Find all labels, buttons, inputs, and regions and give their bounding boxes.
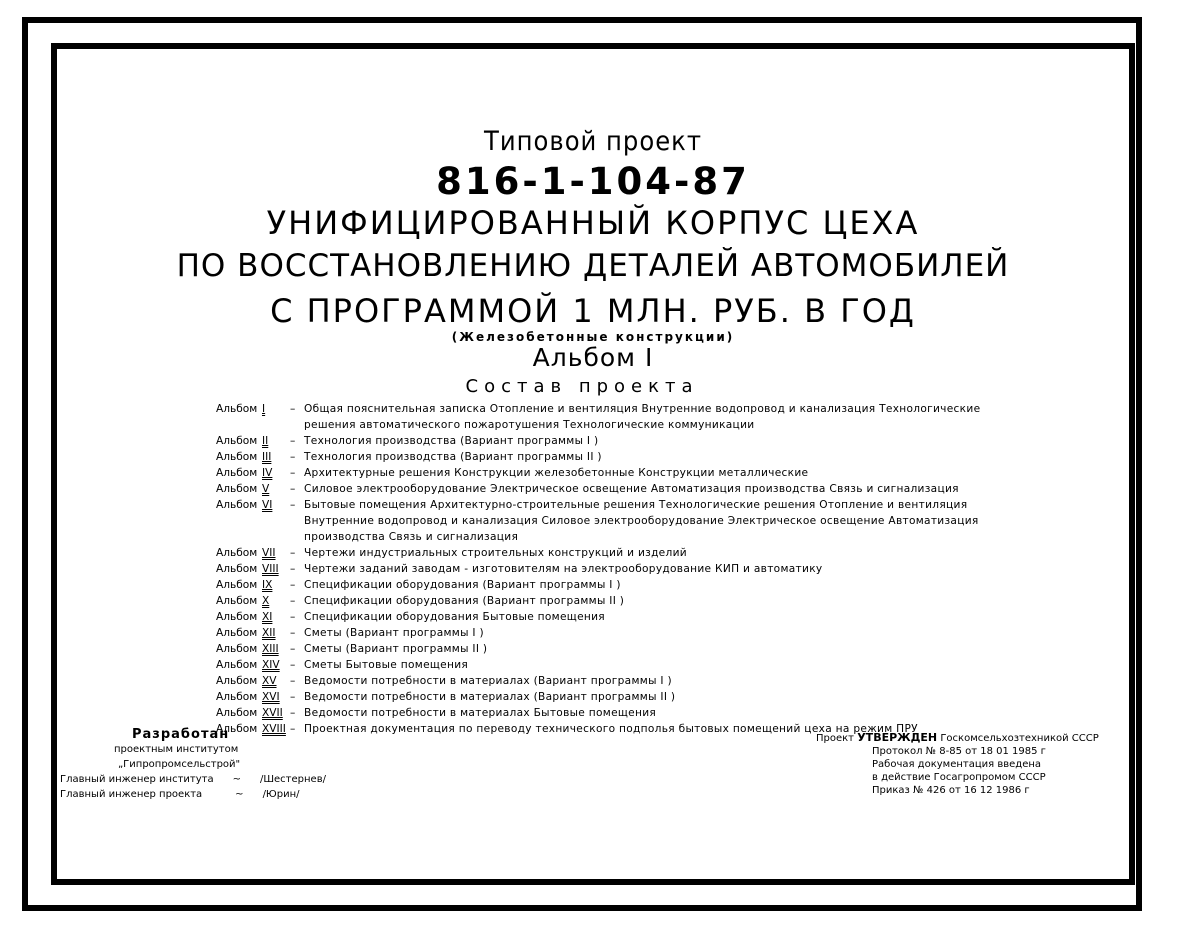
album-row-description: Ведомости потребности в материалах (Вариант программы I )	[304, 675, 672, 687]
album-row	[216, 465, 1016, 481]
album-row-dash: –	[290, 595, 296, 607]
album-row-label: Альбом	[216, 675, 258, 687]
album-row-label: Альбом	[216, 435, 258, 447]
album-row-number: V	[262, 483, 270, 495]
album-row-number: X	[262, 595, 270, 607]
album-row	[216, 433, 1016, 449]
developer-line-2: „Гипропромсельстрой"	[118, 759, 241, 770]
album-row-description: Архитектурные решения Конструкции железобетонные Конструкции металлические	[304, 467, 809, 479]
signature-project: ~	[235, 789, 244, 800]
album-row-dash: –	[290, 643, 296, 655]
album-row-dash: –	[290, 611, 296, 623]
album-row	[216, 577, 1016, 593]
album-row-description: Ведомости потребности в материалах (Вариант программы II )	[304, 691, 676, 703]
album-row-description: Технология производства (Вариант программы II )	[304, 451, 602, 463]
album-row-number: VIII	[262, 563, 279, 575]
album-row-number: III	[262, 451, 272, 463]
album-row-description: Ведомости потребности в материалах Бытовые помещения	[304, 707, 657, 719]
album-row-description: Силовое электрооборудование Электрическое освещение Автоматизация производства Связь и сигнализация	[304, 483, 959, 495]
album-row	[216, 689, 1016, 705]
album-row-label: Альбом	[216, 547, 258, 559]
album-row-label: Альбом	[216, 467, 258, 479]
developer-block	[60, 727, 326, 802]
title-line-1: УНИФИЦИРОВАННЫЙ КОРПУС ЦЕХА	[266, 204, 920, 242]
chief-institute-row	[60, 772, 326, 787]
album-row-description: Сметы (Вариант программы II )	[304, 643, 488, 655]
album-row-number: II	[262, 435, 269, 447]
album-row-description: Спецификации оборудования (Вариант программы I )	[304, 579, 621, 591]
album-row	[216, 497, 1016, 545]
album-row-number: IV	[262, 467, 273, 479]
approval-order: Приказ № 426 от 16 12 1986 г	[872, 785, 1030, 796]
album-row-dash: –	[290, 675, 296, 687]
approval-by: Госкомсельхозтехникой СССР	[940, 733, 1099, 744]
album-row-label: Альбом	[216, 691, 258, 703]
album-row-label: Альбом	[216, 499, 258, 511]
album-row-dash: –	[290, 483, 296, 495]
album-row-dash: –	[290, 563, 296, 575]
album-row-dash: –	[290, 435, 296, 447]
chief-institute-label: Главный инженер института	[60, 774, 214, 785]
album-row-dash: –	[290, 691, 296, 703]
chief-project-row	[60, 787, 326, 802]
album-row-dash: –	[290, 659, 296, 671]
album-row-description: Сметы (Вариант программы I )	[304, 627, 484, 639]
album-row	[216, 449, 1016, 465]
album-row-dash: –	[290, 403, 296, 415]
album-row-label: Альбом	[216, 611, 258, 623]
chief-project-name: /Юрин/	[262, 789, 300, 800]
album-row-dash: –	[290, 451, 296, 463]
album-row	[216, 593, 1016, 609]
album-row-dash: –	[290, 707, 296, 719]
album-row	[216, 657, 1016, 673]
approval-protocol: Протокол № 8-85 от 18 01 1985 г	[872, 746, 1046, 757]
album-row-description: Чертежи индустриальных строительных конструкций и изделий	[304, 547, 687, 559]
developer-line-1: проектным институтом	[114, 744, 239, 755]
album-row-description: Проектная документация по переводу технического подполья бытовых помещений цеха на режим ПРУ	[304, 723, 918, 735]
album-row-label: Альбом	[216, 627, 258, 639]
album-title: Альбом I	[532, 343, 654, 372]
album-row	[216, 673, 1016, 689]
approval-block	[816, 731, 1099, 797]
album-row-description: Общая пояснительная записка Отопление и вентиляция Внутренние водопровод и канализация Технологические решения автоматического пожаротушения Технологические коммуникации	[304, 403, 981, 431]
album-row-number: VI	[262, 499, 273, 511]
album-row-label: Альбом	[216, 483, 258, 495]
album-row-number: XV	[262, 675, 277, 687]
album-row-number: IX	[262, 579, 273, 591]
album-row-number: XIII	[262, 643, 279, 655]
approval-line-1	[816, 731, 1099, 745]
album-row-number: XVII	[262, 707, 283, 719]
album-row	[216, 401, 1016, 433]
chief-project-label: Главный инженер проекта	[60, 789, 203, 800]
approval-doc-line-2: в действие Госагропромом СССР	[872, 772, 1046, 783]
album-row-label: Альбом	[216, 659, 258, 671]
album-row-description: Сметы Бытовые помещения	[304, 659, 469, 671]
album-row-description: Спецификации оборудования (Вариант программы II )	[304, 595, 625, 607]
album-row-number: VII	[262, 547, 276, 559]
project-number: 816-1-104-87	[436, 160, 750, 203]
album-row-dash: –	[290, 467, 296, 479]
album-row-number: XVIII	[262, 723, 286, 735]
title-line-3: С ПРОГРАММОЙ 1 МЛН. РУБ. В ГОД	[270, 292, 916, 330]
signature-institute: ~	[232, 774, 241, 785]
album-row-label: Альбом	[216, 723, 258, 735]
album-row-number: XVI	[262, 691, 280, 703]
chief-institute-name: /Шестернев/	[259, 774, 326, 785]
album-row-description: Бытовые помещения Архитектурно-строительные решения Технологические решения Отопление и вентиляция Внутренние водопровод и канализация Силовое электрооборудование Электрическое освещение Автоматизация производства Связь и сигнализация	[304, 499, 979, 543]
album-row-label: Альбом	[216, 579, 258, 591]
album-row	[216, 481, 1016, 497]
album-row-description: Чертежи заданий заводам - изготовителям на электрооборудование КИП и автоматику	[304, 563, 823, 575]
approval-project-label: Проект	[816, 733, 855, 744]
album-row-label: Альбом	[216, 403, 258, 415]
album-row	[216, 561, 1016, 577]
album-row	[216, 545, 1016, 561]
album-row-description: Технология производства (Вариант программы I )	[304, 435, 599, 447]
album-row-dash: –	[290, 579, 296, 591]
composition-title: Состав проекта	[465, 376, 699, 397]
album-row-dash: –	[290, 627, 296, 639]
project-type: Типовой проект	[484, 126, 702, 157]
album-row	[216, 625, 1016, 641]
album-row-label: Альбом	[216, 595, 258, 607]
album-row-number: XIV	[262, 659, 280, 671]
album-row-dash: –	[290, 547, 296, 559]
album-row-number: XII	[262, 627, 276, 639]
album-row-number: XI	[262, 611, 273, 623]
album-row-number: I	[262, 403, 266, 415]
developer-heading: Разработан	[132, 727, 230, 742]
approval-approved: УТВЕРЖДЕН	[857, 731, 938, 744]
album-list	[216, 401, 1016, 737]
album-row	[216, 705, 1016, 721]
album-row	[216, 641, 1016, 657]
album-row	[216, 609, 1016, 625]
subtitle: (Железобетонные конструкции)	[451, 330, 735, 344]
album-row-dash: –	[290, 499, 296, 511]
album-row-label: Альбом	[216, 563, 258, 575]
album-row-label: Альбом	[216, 707, 258, 719]
title-line-2: ПО ВОССТАНОВЛЕНИЮ ДЕТАЛЕЙ АВТОМОБИЛЕЙ	[176, 248, 1010, 284]
approval-doc-line-1: Рабочая документация введена	[872, 759, 1042, 770]
album-row-dash: –	[290, 723, 296, 735]
album-row-label: Альбом	[216, 643, 258, 655]
album-row-description: Спецификации оборудования Бытовые помещения	[304, 611, 605, 623]
album-row-label: Альбом	[216, 451, 258, 463]
